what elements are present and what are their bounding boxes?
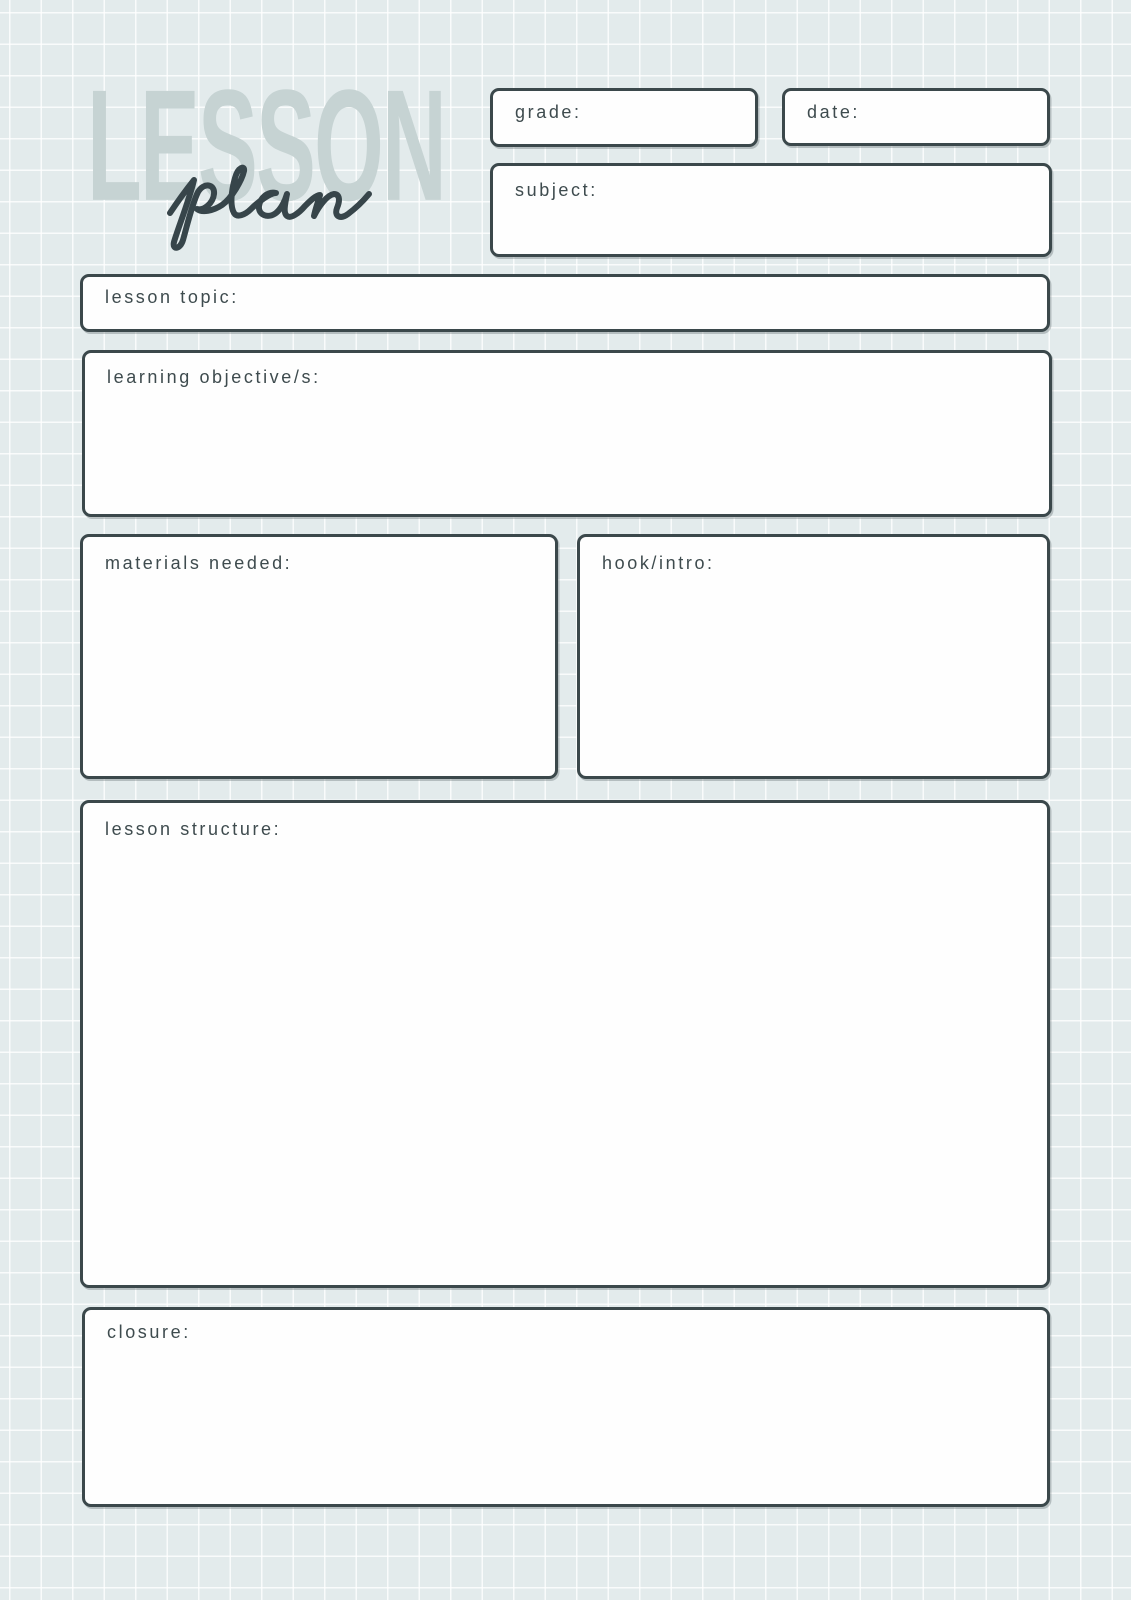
grade-label: grade: (515, 102, 582, 122)
learning-objectives-field[interactable] (82, 350, 1052, 517)
lesson-title-word: LESSON (87, 55, 445, 234)
plan-script-text (168, 166, 374, 252)
grade-field[interactable] (490, 88, 758, 147)
subject-field[interactable] (490, 163, 1052, 257)
lesson-topic-field[interactable] (80, 274, 1050, 332)
hook-intro-label: hook/intro: (602, 553, 715, 573)
date-label: date: (807, 102, 861, 122)
materials-needed-label: materials needed: (105, 553, 293, 573)
closure-label: closure: (107, 1322, 191, 1342)
closure-field[interactable] (82, 1307, 1050, 1507)
lesson-structure-label: lesson structure: (105, 819, 282, 839)
lesson-structure-field[interactable] (80, 800, 1050, 1288)
learning-objectives-label: learning objective/s: (107, 367, 321, 387)
hook-intro-field[interactable] (577, 534, 1050, 779)
date-field[interactable] (782, 88, 1050, 146)
plan-script-stroke (170, 168, 369, 248)
materials-needed-field[interactable] (80, 534, 558, 779)
lesson-topic-label: lesson topic: (105, 287, 239, 307)
subject-label: subject: (515, 180, 598, 200)
